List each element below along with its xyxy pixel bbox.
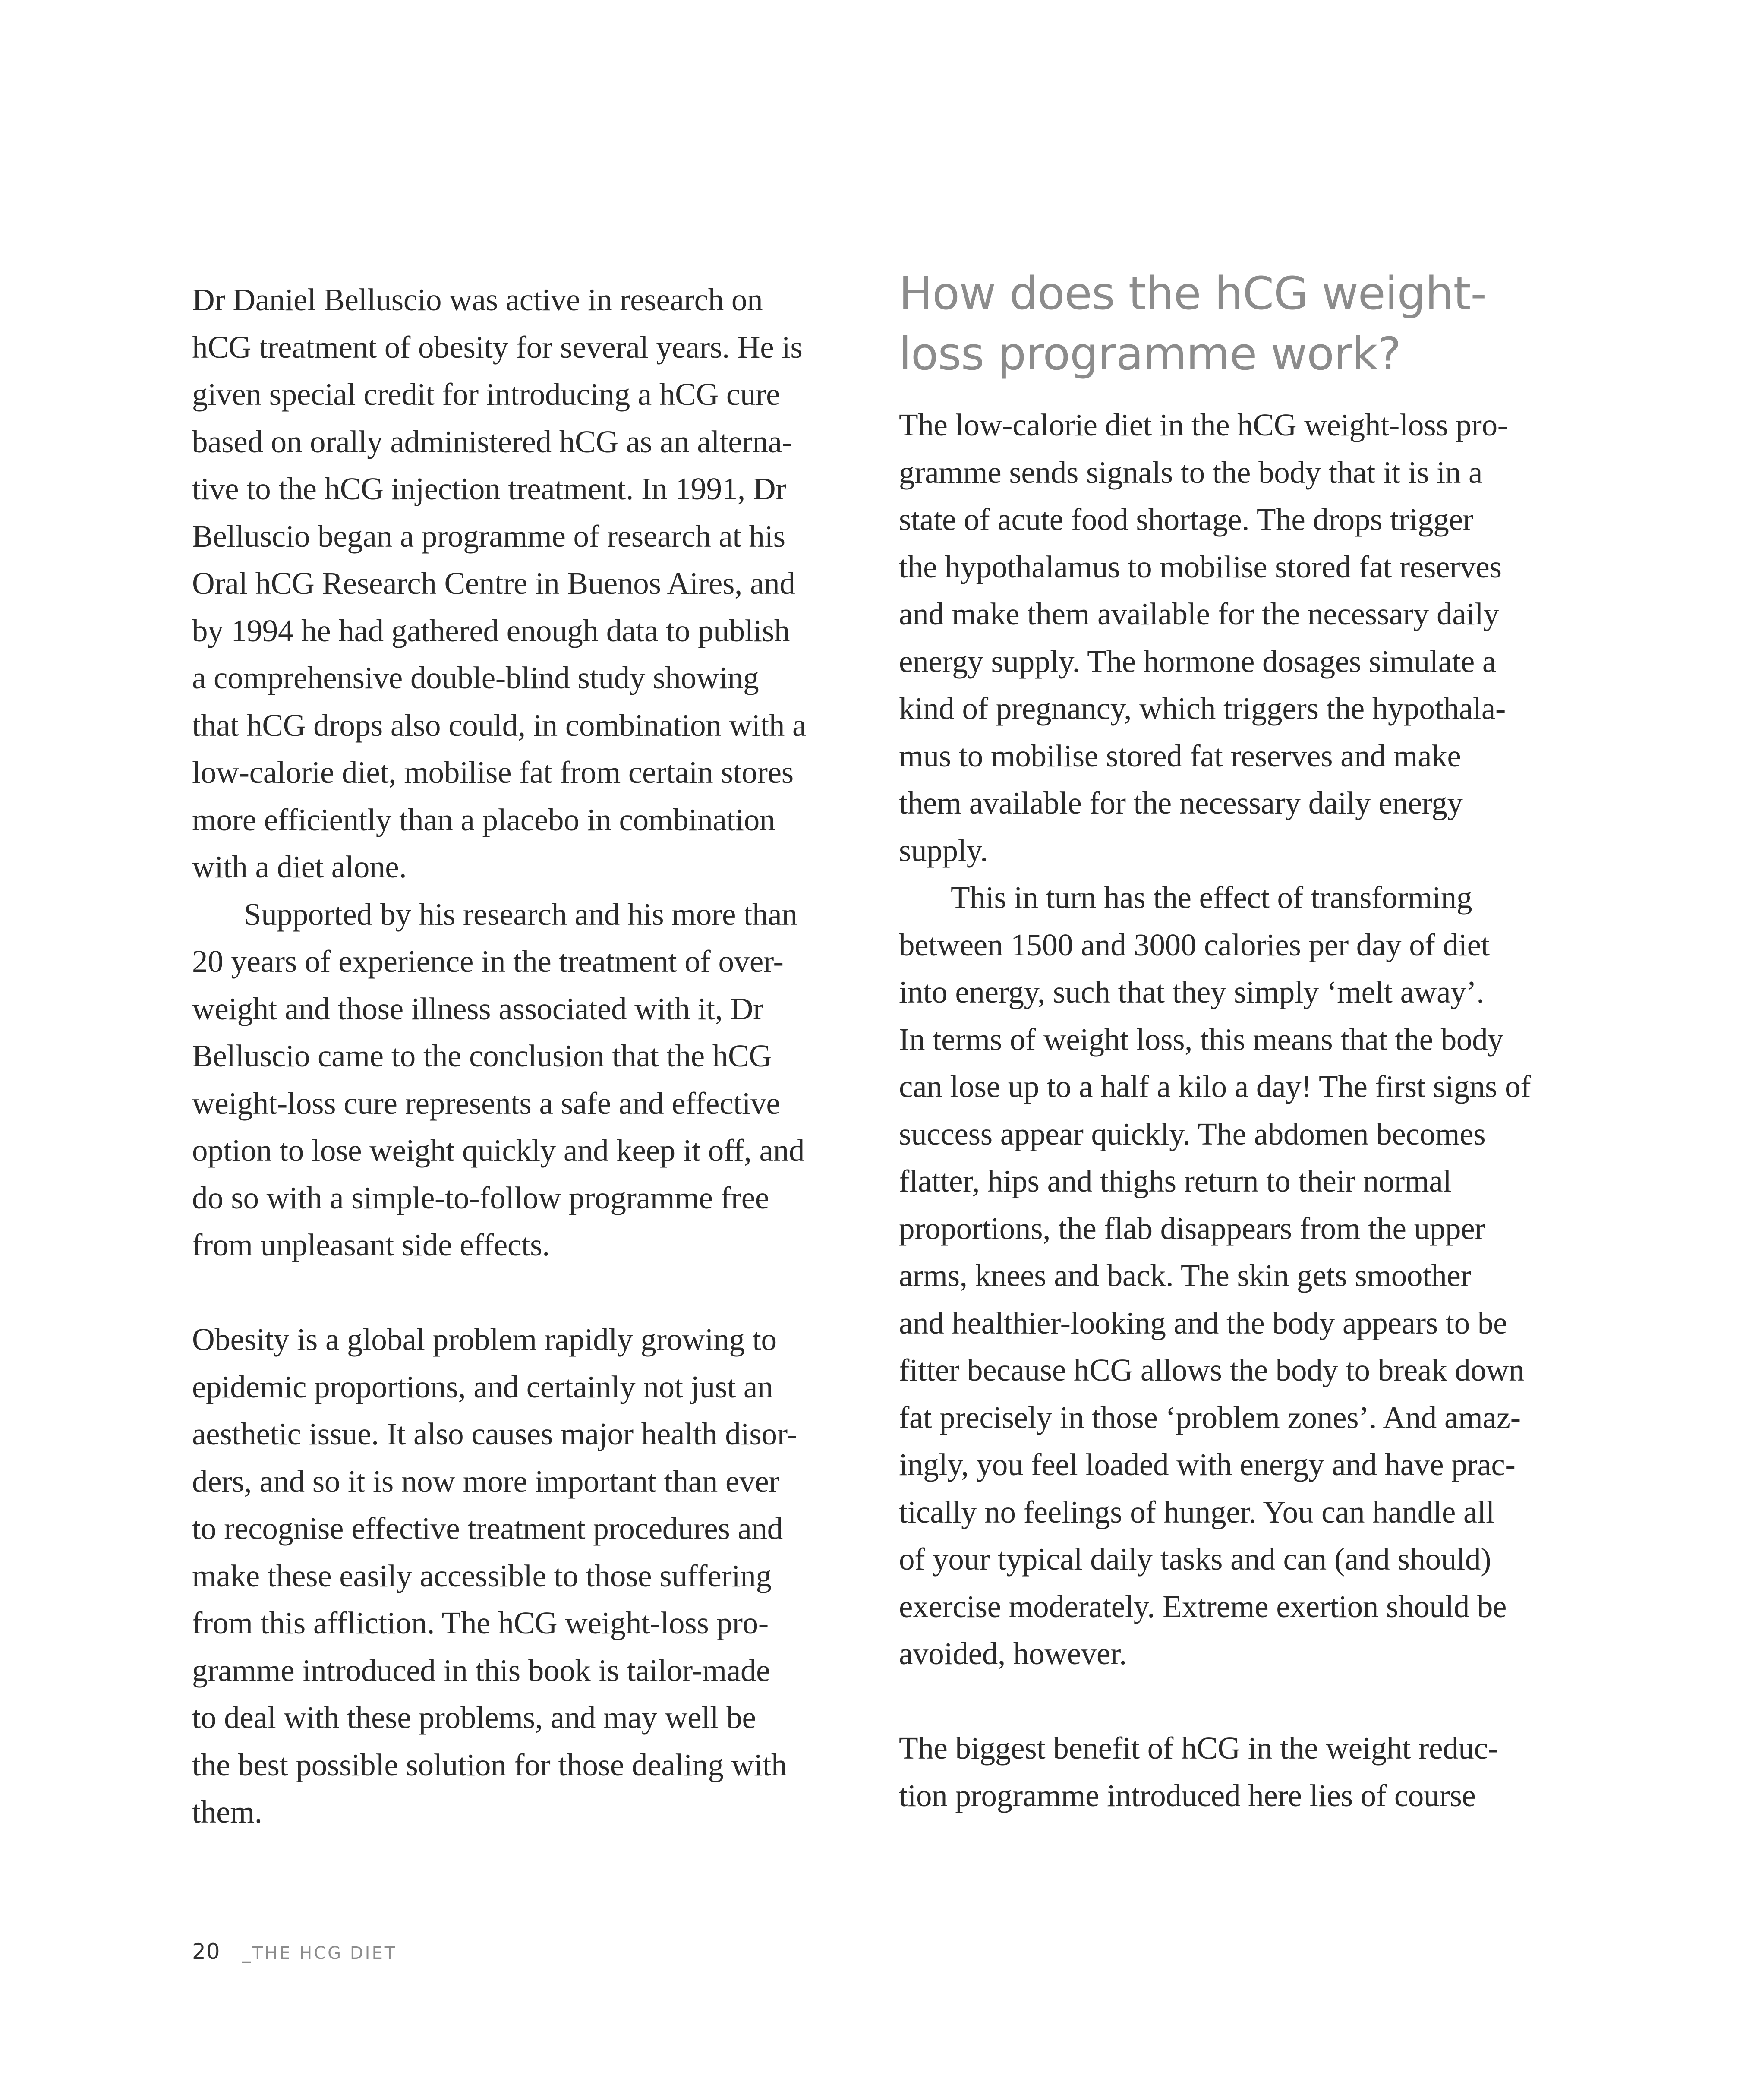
left-paragraph-2 bbox=[192, 891, 865, 1269]
text-line: by 1994 he had gathered enough data to publish bbox=[192, 613, 790, 648]
left-paragraph-3 bbox=[192, 1316, 865, 1836]
page-footer bbox=[192, 1939, 397, 1970]
text-line: gramme introduced in this book is tailor-made bbox=[192, 1652, 770, 1688]
text-line: do so with a simple-to-follow programme free bbox=[192, 1180, 769, 1215]
text-line: The low-calorie diet in the hCG weight-loss pro- bbox=[899, 407, 1508, 442]
text-line: ingly, you feel loaded with energy and have prac- bbox=[899, 1447, 1516, 1482]
text-line: mus to mobilise stored fat reserves and make bbox=[899, 738, 1461, 773]
text-line: tive to the hCG injection treatment. In 1991, Dr bbox=[192, 471, 786, 506]
text-line: given special credit for introducing a hCG cure bbox=[192, 377, 780, 412]
text-line: Oral hCG Research Centre in Buenos Aires, and bbox=[192, 566, 795, 601]
text-line: proportions, the flab disappears from the upper bbox=[899, 1211, 1485, 1246]
text-line: The biggest benefit of hCG in the weight reduc- bbox=[899, 1731, 1498, 1766]
text-line: to recognise effective treatment procedures and bbox=[192, 1511, 783, 1546]
text-line: of your typical daily tasks and can (and should) bbox=[899, 1542, 1491, 1577]
text-line: into energy, such that they simply ‘melt away’. bbox=[899, 974, 1485, 1009]
text-line: from this affliction. The hCG weight-loss pro- bbox=[192, 1605, 769, 1640]
text-line: state of acute food shortage. The drops trigger bbox=[899, 502, 1473, 537]
text-line: more efficiently than a placebo in combination bbox=[192, 802, 775, 837]
text-line: with a diet alone. bbox=[192, 849, 407, 884]
text-line: them available for the necessary daily energy bbox=[899, 785, 1463, 820]
text-line: Obesity is a global problem rapidly growing to bbox=[192, 1322, 777, 1357]
text-line: supply. bbox=[899, 832, 988, 868]
text-line: the best possible solution for those dealing with bbox=[192, 1747, 787, 1782]
text-line: fat precisely in those ‘problem zones’. And amaz- bbox=[899, 1400, 1521, 1435]
text-line: a comprehensive double-blind study showing bbox=[192, 660, 759, 695]
text-line: Dr Daniel Belluscio was active in research on bbox=[192, 282, 763, 317]
section-heading bbox=[899, 263, 1576, 401]
text-line: exercise moderately. Extreme exertion should be bbox=[899, 1589, 1507, 1624]
text-line: them. bbox=[192, 1794, 262, 1829]
text-line: that hCG drops also could, in combination with a bbox=[192, 707, 807, 743]
text-line: and healthier-looking and the body appears to be bbox=[899, 1305, 1507, 1340]
page-number: 20 bbox=[192, 1939, 221, 1964]
text-line: arms, knees and back. The skin gets smoother bbox=[899, 1258, 1471, 1293]
text-line: based on orally administered hCG as an alterna- bbox=[192, 424, 792, 459]
right-paragraph-3 bbox=[899, 1725, 1576, 1819]
text-line: tion programme introduced here lies of course bbox=[899, 1778, 1476, 1813]
text-line: between 1500 and 3000 calories per day of diet bbox=[899, 927, 1490, 962]
heading-line: loss programme work? bbox=[899, 328, 1401, 380]
text-line: aesthetic issue. It also causes major health disor- bbox=[192, 1416, 797, 1451]
text-line: and make them available for the necessary daily bbox=[899, 596, 1499, 631]
left-paragraph-1 bbox=[192, 276, 865, 891]
text-line: 20 years of experience in the treatment of over- bbox=[192, 944, 784, 979]
text-line: tically no feelings of hunger. You can handle all bbox=[899, 1494, 1495, 1529]
text-line: success appear quickly. The abdomen becomes bbox=[899, 1116, 1486, 1151]
text-line: option to lose weight quickly and keep it off, and bbox=[192, 1133, 805, 1168]
text-line: to deal with these problems, and may well be bbox=[192, 1700, 756, 1735]
text-line: hCG treatment of obesity for several years. He is bbox=[192, 329, 803, 365]
text-line: flatter, hips and thighs return to their normal bbox=[899, 1164, 1452, 1198]
text-line: low-calorie diet, mobilise fat from certain stores bbox=[192, 755, 794, 790]
text-line: weight-loss cure represents a safe and effective bbox=[192, 1085, 780, 1121]
text-line: energy supply. The hormone dosages simulate a bbox=[899, 643, 1497, 679]
text-line: epidemic proportions, and certainly not just an bbox=[192, 1369, 773, 1404]
text-line: In terms of weight loss, this means that the body bbox=[899, 1022, 1503, 1057]
left-column bbox=[192, 276, 865, 1836]
text-line: make these easily accessible to those suffering bbox=[192, 1558, 772, 1593]
text-line: weight and those illness associated with it, Dr bbox=[192, 991, 763, 1026]
paragraph-gap bbox=[192, 1269, 865, 1316]
running-title: _THE HCG DIET bbox=[242, 1943, 397, 1963]
right-paragraph-1 bbox=[899, 401, 1576, 874]
right-column bbox=[899, 267, 1576, 1819]
heading-line: How does the hCG weight- bbox=[899, 267, 1486, 320]
text-line: gramme sends signals to the body that it is in a bbox=[899, 454, 1483, 490]
text-line: fitter because hCG allows the body to break down bbox=[899, 1353, 1525, 1387]
text-line: Belluscio began a programme of research at his bbox=[192, 518, 785, 554]
text-line: Belluscio came to the conclusion that the hCG bbox=[192, 1038, 772, 1073]
paragraph-gap bbox=[899, 1677, 1576, 1725]
text-line: from unpleasant side effects. bbox=[192, 1227, 550, 1262]
text-line: the hypothalamus to mobilise stored fat reserves bbox=[899, 549, 1502, 584]
text-line: avoided, however. bbox=[899, 1636, 1127, 1671]
right-paragraph-2 bbox=[899, 874, 1576, 1677]
text-line: kind of pregnancy, which triggers the hypothala- bbox=[899, 691, 1506, 726]
text-line: can lose up to a half a kilo a day! The first signs of bbox=[899, 1069, 1531, 1104]
text-line: ders, and so it is now more important than ever bbox=[192, 1463, 779, 1499]
text-line: Supported by his research and his more than bbox=[244, 896, 797, 932]
text-line: This in turn has the effect of transforming bbox=[951, 880, 1472, 915]
